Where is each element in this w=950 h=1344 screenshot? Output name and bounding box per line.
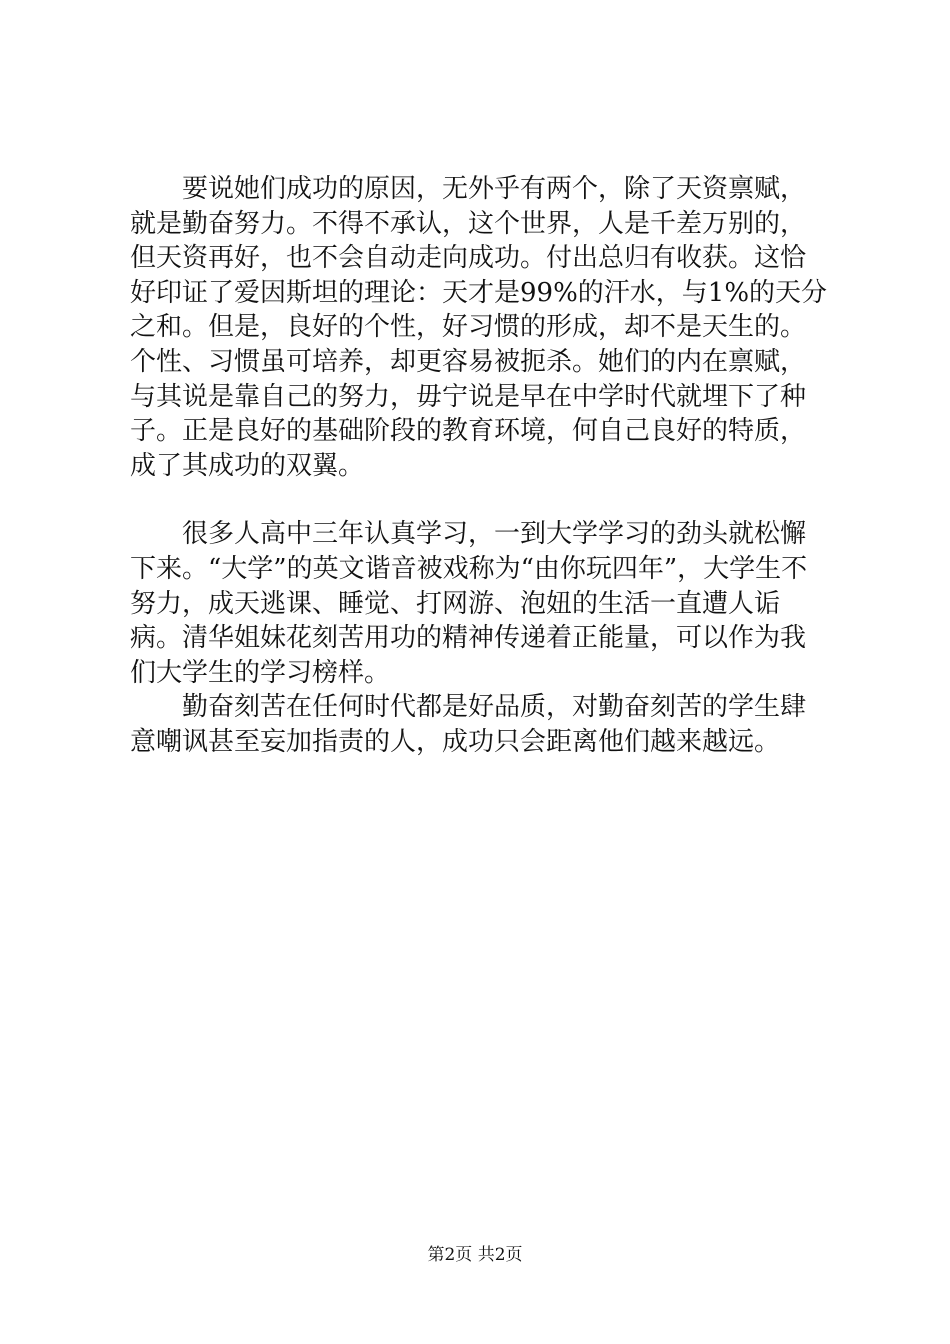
paragraph-success-reasons: 要说她们成功的原因，无外乎有两个，除了天资禀赋，就是勤奋努力。不得不承认，这个世界，人是千差万别的，但天资再好，也不会自动走向成功。付出总归有收获。这恰好印证了爱因斯坦的理论：天才是99%的汗水，与1%的天分之和。但是，良好的个性，好习惯的形成，却不是天生的。个性、习惯虽可培养，却更容易被扼杀。她们的内在禀赋，与其说是靠自己的努力，毋宁说是早在中学时代就埋下了种子。正是良好的基础阶段的教育环境，何自己良好的特质，成了其成功的双翼。 (130, 174, 828, 481)
document-body (130, 172, 830, 760)
paragraph-diligence: 勤奋刻苦在任何时代都是好品质，对勤奋刻苦的学生肆意嘲讽甚至妄加指责的人，成功只会距离他们越来越远。 (130, 692, 807, 757)
paragraph-college-study: 很多人高中三年认真学习，一到大学学习的劲头就松懈下来。“大学”的英文谐音被戏称为“由你玩四年”，大学生不努力，成天逃课、睡觉、打网游、泡妞的生活一直遭人诟病。清华姐妹花刻苦用功的精神传递着正能量，可以作为我们大学生的学习榜样。 (130, 519, 808, 688)
page-footer: 第2页 共2页 (427, 1245, 523, 1265)
